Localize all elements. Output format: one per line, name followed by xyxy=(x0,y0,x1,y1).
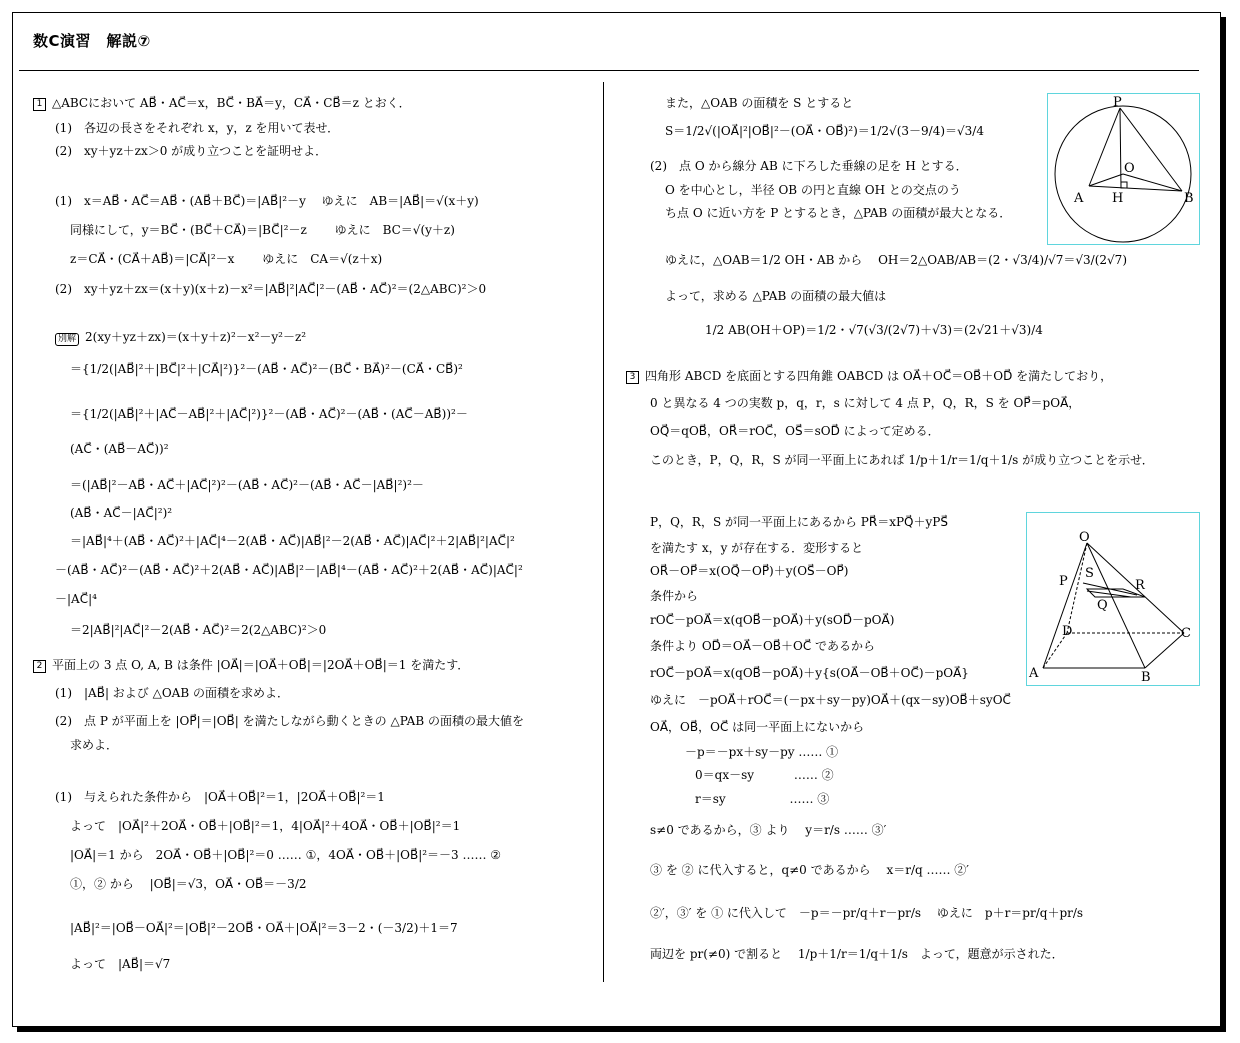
left-text: (2) xy＋yz＋zx＞0 が成り立つことを証明せよ． xyxy=(55,144,328,158)
left-text: (AC⃗・(AB⃗－AC⃗))² xyxy=(70,442,169,456)
left-line xyxy=(70,477,424,493)
left-line xyxy=(55,562,523,578)
fig1-label-p: P xyxy=(1113,95,1122,110)
right-text: 1/2 AB(OH＋OP)＝1/2・√7(√3/(2√7)＋√3)＝(2√21＋√3)/4 xyxy=(705,323,1043,337)
left-line xyxy=(70,920,458,936)
right-text: 0＝qx－sy …… ② xyxy=(695,768,834,782)
fig2-label-b: B xyxy=(1141,670,1151,685)
right-text: このとき，P，Q，R，S が同一平面上にあれば 1/p＋1/r＝1/q＋1/s が成り立つことを示せ． xyxy=(650,453,1154,467)
right-text: 両辺を pr(≠0) で割ると 1/p＋1/r＝1/q＋1/s よって，題意が示された． xyxy=(650,947,1064,961)
right-text: S＝1/2√(|OA⃗|²|OB⃗|²－(OA⃗・OB⃗)²)＝1/2√(3－9/4)＝√3/4 xyxy=(665,124,984,138)
right-line xyxy=(695,767,834,783)
right-line xyxy=(650,862,969,878)
left-text: ＝{1/2(|AB⃗|²＋|BC⃗|²＋|CA⃗|²)}²－(AB⃗・AC⃗)²－(BC⃗・BA⃗)²－(CA⃗・CB⃗)² xyxy=(70,362,463,376)
left-line xyxy=(70,441,169,457)
right-text: を満たす x，y が存在する．変形すると xyxy=(650,541,864,555)
problem-number-box: 1 xyxy=(33,98,46,111)
fig2-label-a: A xyxy=(1029,666,1039,681)
left-line xyxy=(70,222,455,238)
left-text: ①，② から |OB⃗|＝√3，OA⃗・OB⃗＝－3/2 xyxy=(70,877,307,891)
right-text: 条件より OD⃗＝OA⃗－OB⃗＋OC⃗ であるから xyxy=(650,639,876,653)
right-text: (2) 点 O から線分 AB に下ろした垂線の足を H とする． xyxy=(650,159,968,173)
fig2-label-s: S xyxy=(1085,566,1094,581)
left-text: (1) x＝AB⃗・AC⃗＝AB⃗・(AB⃗＋BC⃗)＝|AB⃗|²－y ゆえに AB＝|AB⃗|＝√(x＋y) xyxy=(55,194,479,208)
right-text: ②′，③′ を ① に代入して －p＝－pr/q＋r－pr/s ゆえに p＋r＝pr/q＋pr/s xyxy=(650,906,1084,920)
left-line xyxy=(70,847,501,863)
left-line xyxy=(70,251,382,267)
right-line xyxy=(665,123,984,139)
left-line xyxy=(70,622,326,638)
right-line xyxy=(626,368,1112,384)
left-text: (2) xy＋yz＋zx＝(x＋y)(x＋z)－x²＝|AB⃗|²|AC⃗|²－(AB⃗・AC⃗)²＝(2△ABC)²＞0 xyxy=(55,282,487,296)
fig1-label-a: A xyxy=(1074,191,1084,206)
fig1-label-b: B xyxy=(1184,191,1194,206)
left-line xyxy=(70,505,172,521)
right-line xyxy=(650,822,886,838)
fig2-label-o: O xyxy=(1079,530,1090,545)
page-title: 数C演習 解説⑦ xyxy=(33,32,151,50)
fig2-label-d: D xyxy=(1062,624,1073,639)
problem-number-box: 3 xyxy=(626,371,639,384)
right-line xyxy=(650,540,863,556)
left-text: 2(xy＋yz＋zx)＝(x＋y＋z)²－x²－y²－z² xyxy=(85,330,307,344)
left-text: (1) 各辺の長さをそれぞれ x，y，z を用いて表せ． xyxy=(55,121,340,135)
fig1-label-h: H xyxy=(1112,191,1124,206)
right-text: r＝sy …… ③ xyxy=(695,792,830,806)
left-text: よって |AB⃗|＝√7 xyxy=(70,957,171,971)
left-text: 求めよ． xyxy=(70,738,119,752)
right-line xyxy=(650,452,1154,468)
right-text: ち点 O に近い方を P とするとき，△PAB の面積が最大となる． xyxy=(665,206,1012,220)
left-line xyxy=(55,713,524,729)
left-text: －|AC⃗|⁴ xyxy=(55,592,97,606)
right-line xyxy=(650,719,864,735)
right-text: 四角形 ABCD を底面とする四角錐 OABCD は OA⃗＋OC⃗＝OB⃗＋OD⃗ を満たしており， xyxy=(645,369,1113,383)
right-text: ③ を ② に代入すると，q≠0 であるから x＝r/q …… ②′ xyxy=(650,863,970,877)
right-line xyxy=(650,514,948,530)
right-line xyxy=(665,182,961,198)
fig2-label-q: Q xyxy=(1097,598,1108,613)
left-text: －(AB⃗・AC⃗)²－(AB⃗・AC⃗)²＋2(AB⃗・AC⃗)|AB⃗|²－|AB⃗|⁴－(AB⃗・AC⃗)²＋2(AB⃗・AC⃗)|AC⃗|² xyxy=(55,563,523,577)
left-line xyxy=(70,876,307,892)
right-text: 0 と異なる 4 つの実数 p，q，r，s に対して 4 点 P，Q，R，S を OP⃗＝pOA⃗， xyxy=(650,396,1081,410)
left-text: (2) 点 P が平面上を |OP⃗|＝|OB⃗| を満たしながら動くときの △PAB の面積の最大値を xyxy=(55,714,524,728)
alternative-solution-tag: 別解 xyxy=(55,333,79,346)
right-line xyxy=(650,395,1080,411)
left-line xyxy=(55,143,327,159)
right-text: ゆえに －pOA⃗＋rOC⃗＝(－px＋sy－py)OA⃗＋(qx－sy)OB⃗＋syOC⃗ xyxy=(650,693,1011,707)
left-line xyxy=(70,818,460,834)
problem-number-box: 2 xyxy=(33,660,46,673)
right-text: OQ⃗＝qOB⃗，OR⃗＝rOC⃗，OS⃗＝sOD⃗ によって定める． xyxy=(650,424,940,438)
right-line xyxy=(665,205,1011,221)
left-text: (AB⃗・AC⃗－|AC⃗|²)² xyxy=(70,506,173,520)
left-line xyxy=(70,361,463,377)
right-line xyxy=(650,588,698,604)
left-line xyxy=(55,120,339,136)
left-text: z＝CA⃗・(CA⃗＋AB⃗)＝|CA⃗|²－x ゆえに CA＝√(z＋x) xyxy=(70,252,383,266)
right-text: O を中心とし，半径 OB の円と直線 OH との交点のう xyxy=(665,183,961,197)
left-line xyxy=(33,95,411,111)
left-line xyxy=(55,685,289,701)
fig1-label-o: O xyxy=(1124,161,1135,176)
right-line xyxy=(650,665,969,681)
right-line xyxy=(695,791,829,807)
fig2-label-p: P xyxy=(1059,574,1068,589)
right-text: また，△OAB の面積を S とすると xyxy=(665,96,854,110)
right-line xyxy=(650,905,1083,921)
left-line xyxy=(55,591,97,607)
left-text: ＝{1/2(|AB⃗|²＋|AC⃗－AB⃗|²＋|AC⃗|²)}²－(AB⃗・AC⃗)²－(AB⃗・(AC⃗－AB⃗))²－ xyxy=(70,407,468,421)
left-line xyxy=(70,956,170,972)
right-line xyxy=(685,744,838,760)
right-line xyxy=(650,946,1064,962)
left-text: (1) 与えられた条件から |OA⃗＋OB⃗|²＝1，|2OA⃗＋OB⃗|²＝1 xyxy=(55,790,385,804)
left-text: |OA⃗|＝1 から 2OA⃗・OB⃗＋|OB⃗|²＝0 …… ①，4OA⃗・OB⃗＋|OB⃗|²＝－3 …… ② xyxy=(70,848,502,862)
left-line xyxy=(70,737,118,753)
right-text: ゆえに，△OAB＝1/2 OH・AB から OH＝2△OAB/AB＝(2・√3/4)/√7＝√3/(2√7) xyxy=(665,253,1127,267)
right-text: s≠0 であるから，③ より y＝r/s …… ③′ xyxy=(650,823,887,837)
right-line xyxy=(650,612,894,628)
right-text: rOC⃗－pOA⃗＝x(qOB⃗－pOA⃗)＋y(sOD⃗－pOA⃗) xyxy=(650,613,895,627)
right-line xyxy=(650,638,875,654)
right-text: P，Q，R，S が同一平面上にあるから PR⃗＝xPQ⃗＋yPS⃗ xyxy=(650,515,948,529)
left-text: ＝2|AB⃗|²|AC⃗|²－2(AB⃗・AC⃗)²＝2(2△ABC)²＞0 xyxy=(70,623,327,637)
left-text: 平面上の 3 点 O, A, B は条件 |OA⃗|＝|OA⃗＋OB⃗|＝|2OA⃗＋OB⃗|＝1 を満たす． xyxy=(52,658,470,672)
right-text: よって，求める △PAB の面積の最大値は xyxy=(665,289,887,303)
circle-triangle-figure xyxy=(1047,93,1200,245)
fig2-label-r: R xyxy=(1135,578,1145,593)
right-line xyxy=(665,288,886,304)
fig2-label-c: C xyxy=(1181,626,1191,641)
left-line xyxy=(55,281,486,297)
right-line xyxy=(650,692,1011,708)
left-text: △ABCにおいて AB⃗・AC⃗＝x，BC⃗・BA⃗＝y，CA⃗・CB⃗＝z とおく． xyxy=(52,96,411,110)
right-text: rOC⃗－pOA⃗＝x(qOB⃗－pOA⃗)＋y{s(OA⃗－OB⃗＋OC⃗)－pOA⃗} xyxy=(650,666,969,680)
pyramid-figure xyxy=(1026,512,1200,686)
column-divider xyxy=(603,82,604,982)
right-text: OA⃗，OB⃗，OC⃗ は同一平面上にないから xyxy=(650,720,865,734)
right-line xyxy=(650,423,940,439)
right-line xyxy=(650,563,848,579)
right-line xyxy=(665,252,1127,268)
left-line xyxy=(55,329,306,346)
left-line xyxy=(70,533,515,549)
left-text: よって |OA⃗|²＋2OA⃗・OB⃗＋|OB⃗|²＝1，4|OA⃗|²＋4OA⃗・OB⃗＋|OB⃗|²＝1 xyxy=(70,819,461,833)
left-text: ＝|AB⃗|⁴＋(AB⃗・AC⃗)²＋|AC⃗|⁴－2(AB⃗・AC⃗)|AB⃗|²－2(AB⃗・AC⃗)|AC⃗|²＋2|AB⃗|²|AC⃗|² xyxy=(70,534,515,548)
left-text: ＝(|AB⃗|²－AB⃗・AC⃗＋|AC⃗|²)²－(AB⃗・AC⃗)²－(AB⃗・AC⃗－|AB⃗|²)²－ xyxy=(70,478,424,492)
header-divider xyxy=(19,70,1199,71)
right-line xyxy=(665,95,853,111)
left-line xyxy=(55,193,479,209)
left-line xyxy=(70,406,468,422)
left-text: (1) |AB⃗| および △OAB の面積を求めよ． xyxy=(55,686,289,700)
right-text: 条件から xyxy=(650,589,699,603)
right-line xyxy=(650,158,968,174)
right-line xyxy=(705,322,1043,338)
left-text: 同様にして，y＝BC⃗・(BC⃗＋CA⃗)＝|BC⃗|²－z ゆえに BC＝√(y＋z) xyxy=(70,223,455,237)
right-text: －p＝－px＋sy－py …… ① xyxy=(685,745,839,759)
left-line xyxy=(55,789,385,805)
right-text: OR⃗－OP⃗＝x(OQ⃗－OP⃗)＋y(OS⃗－OP⃗) xyxy=(650,564,849,578)
left-text: |AB⃗|²＝|OB⃗－OA⃗|²＝|OB⃗|²－2OB⃗・OA⃗＋|OA⃗|²＝3－2・(－3/2)＋1＝7 xyxy=(70,921,458,935)
left-line xyxy=(33,657,469,673)
